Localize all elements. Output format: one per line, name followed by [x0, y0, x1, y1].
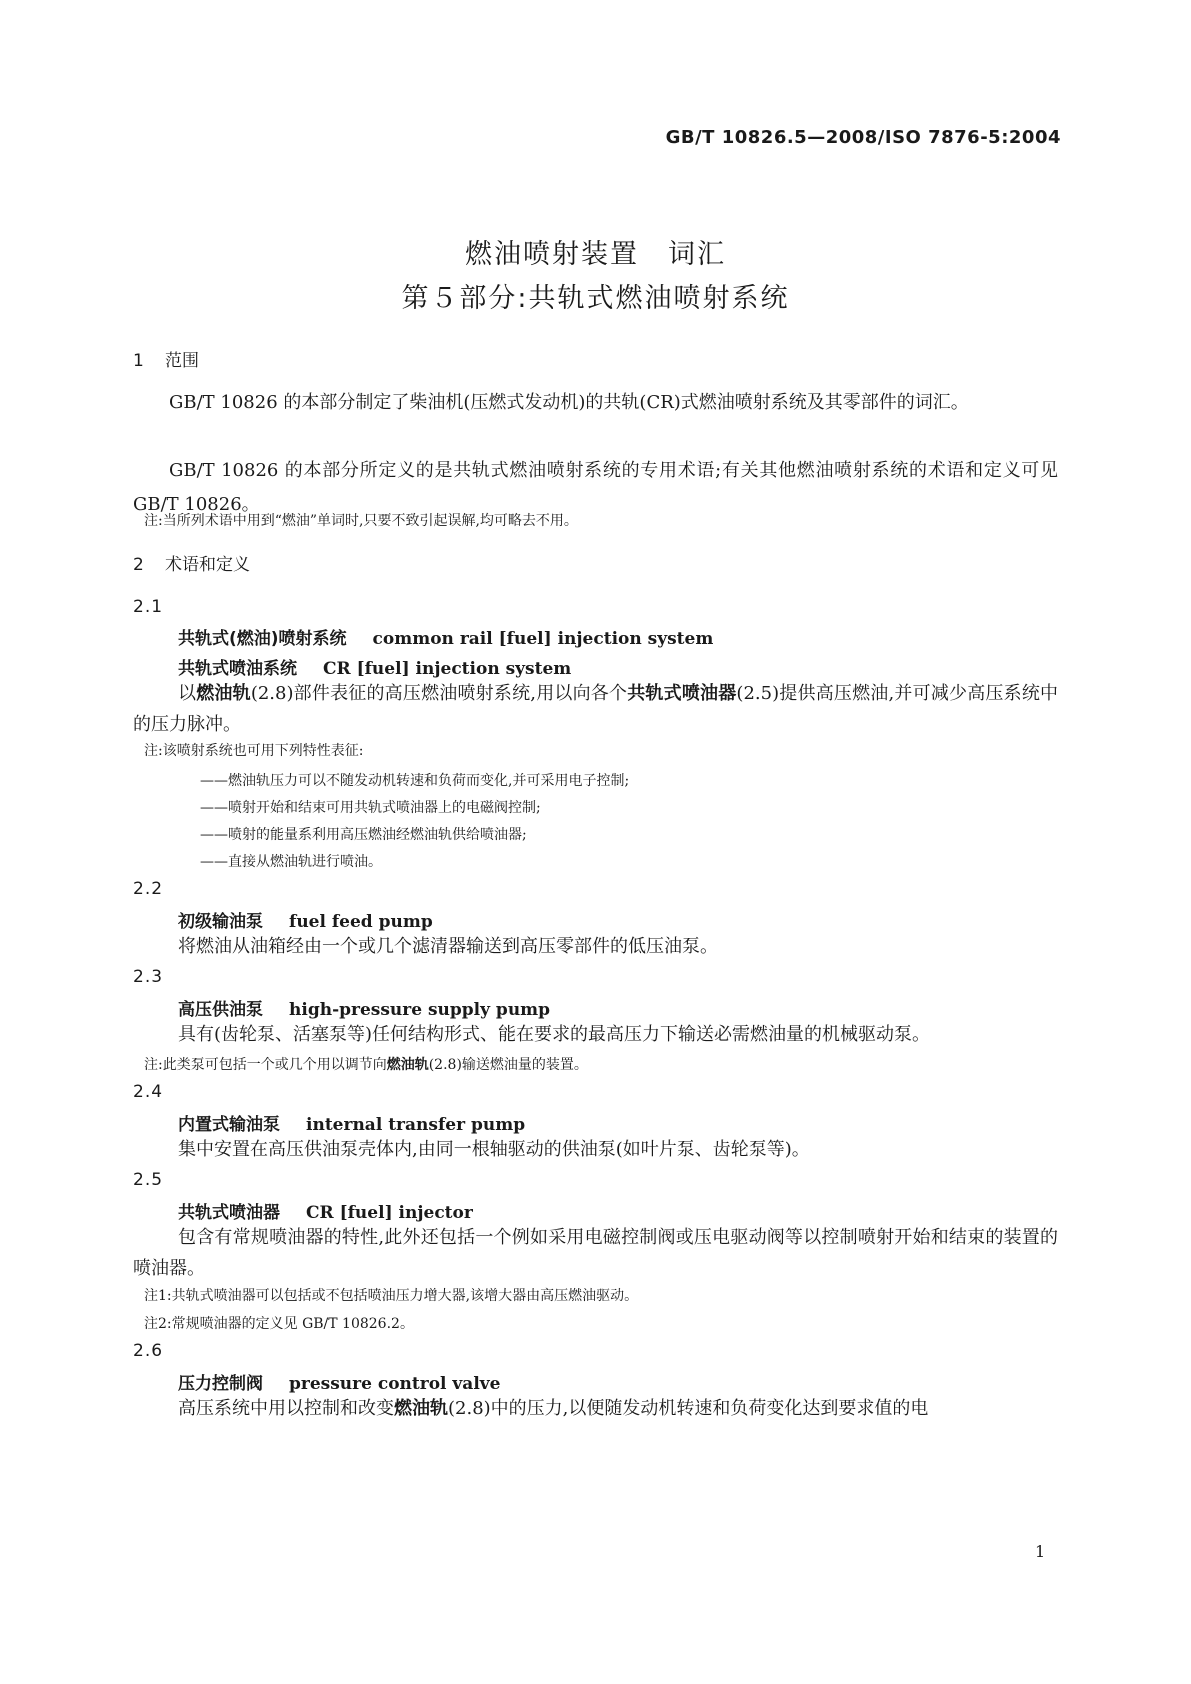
section-title: 术语和定义: [165, 555, 250, 575]
term-definition: 具有(齿轮泵、活塞泵等)任何结构形式、能在要求的最高压力下输送必需燃油量的机械驱动泵。: [178, 1024, 931, 1045]
term-number: 2.4: [133, 1082, 164, 1102]
term-zh: 高压供油泵: [178, 1000, 263, 1020]
term-zh: 共轨式(燃油)喷射系统: [178, 629, 347, 649]
term-en: internal transfer pump: [306, 1115, 526, 1135]
term-note: 注1:共轨式喷油器可以包括或不包括喷油压力增大器,该增大器由高压燃油驱动。: [144, 1288, 639, 1304]
term-en: pressure control valve: [289, 1374, 501, 1394]
list-item: ——燃油轨压力可以不随发动机转速和负荷而变化,并可采用电子控制;: [200, 773, 630, 789]
term-heading: [178, 1198, 473, 1223]
list-item: ——喷射开始和结束可用共轨式喷油器上的电磁阀控制;: [200, 800, 541, 816]
term-heading: [178, 907, 433, 932]
term-definition: 集中安置在高压供油泵壳体内,由同一根轴驱动的供油泵(如叶片泵、齿轮泵等)。: [178, 1139, 810, 1160]
title-line-1: 燃油喷射装置 词汇: [465, 239, 726, 270]
term-definition: 将燃油从油箱经由一个或几个滤清器输送到高压零部件的低压油泵。: [178, 936, 718, 957]
term-heading: [178, 624, 713, 649]
term-number: 2.6: [133, 1341, 164, 1361]
term-number: 2.1: [133, 597, 164, 617]
term-zh: 初级输油泵: [178, 912, 263, 932]
section-2-heading: [133, 550, 250, 575]
term-definition: 高压系统中用以控制和改变燃油轨(2.8)中的压力,以便随发动机转速和负荷变化达到要求值的电: [178, 1398, 929, 1419]
section-1-heading: [133, 346, 199, 371]
term-en: high-pressure supply pump: [289, 1000, 551, 1020]
term-heading: [178, 1110, 525, 1135]
term-en: common rail [fuel] injection system: [372, 629, 714, 649]
term-heading: [178, 995, 550, 1020]
term-number: 2.3: [133, 967, 164, 987]
term-zh: 共轨式喷油器: [178, 1203, 280, 1223]
scope-paragraph-2: GB/T 10826 的本部分所定义的是共轨式燃油喷射系统的专用术语;有关其他燃油喷射系统的术语和定义可见 GB/T 10826。: [133, 460, 1058, 515]
term-heading-alt: [178, 654, 571, 679]
scope-paragraph-1: GB/T 10826 的本部分制定了柴油机(压燃式发动机)的共轨(CR)式燃油喷射系统及其零部件的词汇。: [169, 392, 969, 413]
term-definition: 以燃油轨(2.8)部件表征的高压燃油喷射系统,用以向各个共轨式喷油器(2.5)提供高压燃油,并可减少高压系统中的压力脉冲。: [133, 683, 1059, 735]
term-zh: 共轨式喷油系统: [178, 659, 297, 679]
list-item: ——喷射的能量系利用高压燃油经燃油轨供给喷油器;: [200, 827, 527, 843]
term-definition: 包含有常规喷油器的特性,此外还包括一个例如采用电磁控制阀或压电驱动阀等以控制喷射开始和结束的装置的喷油器。: [133, 1227, 1058, 1279]
term-heading: [178, 1369, 500, 1394]
term-zh: 内置式输油泵: [178, 1115, 280, 1135]
term-en: CR [fuel] injector: [306, 1203, 473, 1223]
term-number: 2.5: [133, 1170, 164, 1190]
standard-code: GB/T 10826.5—2008/ISO 7876-5:2004: [665, 127, 1061, 148]
term-number: 2.2: [133, 879, 164, 899]
term-note: 注:该喷射系统也可用下列特性表征:: [144, 743, 364, 759]
title-line-2: 第５部分:共轨式燃油喷射系统: [401, 283, 790, 314]
page-number: 1: [1035, 1542, 1046, 1561]
list-item: ——直接从燃油轨进行喷油。: [200, 854, 382, 870]
term-en: fuel feed pump: [289, 912, 433, 932]
section-number: 1: [133, 351, 144, 371]
scope-note: 注:当所列术语中用到“燃油”单词时,只要不致引起误解,均可略去不用。: [144, 513, 578, 529]
term-note: 注2:常规喷油器的定义见 GB/T 10826.2。: [144, 1316, 414, 1332]
term-zh: 压力控制阀: [178, 1374, 263, 1394]
section-title: 范围: [165, 351, 199, 371]
term-en: CR [fuel] injection system: [323, 659, 572, 679]
term-note: 注:此类泵可包括一个或几个用以调节向燃油轨(2.8)输送燃油量的装置。: [144, 1057, 588, 1073]
section-number: 2: [133, 555, 144, 575]
